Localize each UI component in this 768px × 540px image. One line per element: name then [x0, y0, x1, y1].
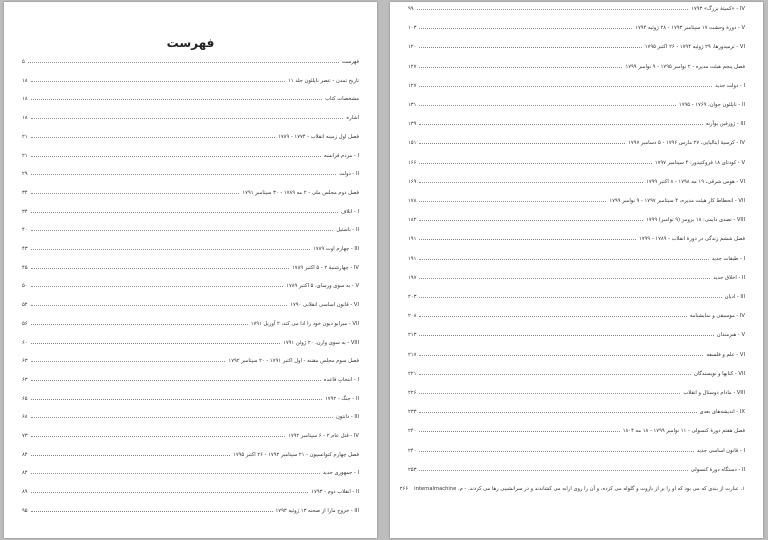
dot-leader — [419, 450, 694, 452]
toc-page-number: ۶۳ — [22, 358, 28, 365]
dot-leader — [419, 334, 713, 336]
dot-leader — [31, 379, 321, 381]
toc-entry-text: VIII - مادام دوستال و انقلاب — [683, 390, 745, 396]
toc-entry[interactable] — [408, 100, 745, 110]
toc-entry-text: II - اخلاق جدید — [713, 274, 745, 281]
toc-entry-text: فصل اول زمینه انقلاب - ۱۷۷۴ - ۱۷۸۹ — [278, 133, 359, 140]
toc-page-number: ۱۵۱ — [408, 140, 417, 147]
toc-entry[interactable] — [408, 292, 745, 302]
toc-page-number: ۱۳۹ — [408, 121, 417, 128]
toc-entry[interactable] — [22, 356, 359, 366]
toc-page-number: ۲۴۰ — [408, 447, 417, 454]
toc-entry[interactable] — [22, 338, 359, 348]
dot-leader — [419, 469, 687, 471]
dot-leader — [419, 66, 622, 68]
toc-entry[interactable] — [22, 151, 359, 161]
toc-entry-text: مشخصات کتاب — [325, 96, 359, 103]
dot-leader — [419, 123, 702, 125]
toc-entry-text: III - ژوزفین بوآرنه — [705, 121, 745, 128]
dot-leader — [31, 211, 338, 213]
dot-leader — [31, 229, 334, 231]
toc-page-number: ۸۴ — [22, 470, 28, 477]
toc-entry-text: III - خروج مارا از صحنه ۱۳ ژوئیه ۱۷۹۳ — [275, 507, 359, 514]
toc-entry-text: ۱. عبارت از بندی که می بود که او را بر از بازوت و گلوله می کرده، و آن را روی ارابه می کشاندند و در سرانشیبی رها می کردند. - م. internalmachine — [414, 486, 745, 492]
toc-entry[interactable] — [22, 281, 359, 291]
page-title: فهرست — [166, 36, 215, 50]
toc-entry[interactable] — [22, 319, 359, 329]
dot-leader — [31, 248, 310, 250]
toc-entry-text: I - قانون اساسی جدید — [696, 447, 745, 454]
toc-entry[interactable] — [408, 330, 745, 340]
toc-page-number: ۲۳۳ — [408, 409, 417, 416]
dot-leader — [419, 354, 703, 356]
dot-leader — [419, 181, 643, 183]
toc-page-number: ۱۳۱ — [408, 102, 417, 108]
toc-page-number: ۶۸ — [22, 414, 28, 421]
right-page — [390, 2, 763, 538]
toc-entry-text: فصل چهارم کنوانسیون - ۲۱ سپتامبر ۱۷۹۲ - ۲۶ اکتبر ۱۷۹۵ — [233, 451, 359, 458]
toc-entry[interactable] — [22, 487, 359, 497]
dot-leader — [28, 61, 339, 63]
toc-entry[interactable] — [22, 450, 359, 460]
toc-page-number: ۵۴ — [22, 302, 28, 309]
toc-entry[interactable] — [408, 158, 745, 168]
toc-entry-text: IX - اندیشه‌های بعدی — [699, 409, 745, 416]
dot-leader — [419, 411, 696, 413]
dot-leader — [31, 80, 285, 82]
toc-entry-text: VI - علم و فلسفه — [706, 351, 745, 358]
dot-leader — [31, 304, 288, 306]
toc-entry[interactable] — [22, 207, 359, 217]
toc-entry[interactable] — [408, 446, 745, 456]
toc-entry-text: II - باستیل — [336, 227, 359, 234]
toc-page-number: ۷۳ — [22, 433, 28, 439]
toc-entry[interactable] — [22, 94, 359, 104]
toc-entry[interactable] — [22, 412, 359, 422]
toc-entry[interactable] — [408, 350, 745, 360]
dot-leader — [31, 267, 289, 269]
toc-entry-text: تاریخ تمدن - عصر ناپلئون جلد ۱۱ — [288, 77, 359, 84]
toc-entry-text: III - چهارم اوت ۱۷۸۹ — [313, 246, 359, 252]
toc-entry[interactable] — [408, 119, 745, 129]
toc-entry-text: فهرست — [341, 59, 359, 65]
toc-page-number: ۱۷۸ — [408, 198, 417, 204]
dot-leader — [419, 238, 636, 240]
dot-leader — [419, 27, 632, 29]
toc-entry-text: II - ناپلئون جوان، ۱۷۶۹ - ۱۷۹۵ — [678, 102, 745, 108]
toc-page-number: ۲۴۰ — [408, 428, 417, 435]
toc-entry-text: فصل ششم زندگی در دورهٔ انقلاب - ۱۷۸۹ - ۱۷۹۹ — [638, 236, 745, 243]
toc-entry[interactable] — [22, 132, 359, 142]
toc-entry[interactable] — [408, 177, 745, 187]
dot-leader — [31, 323, 248, 325]
toc-entry-text: V - کودتای ۱۸ فروکتیدور، ۴ سپتامبر ۱۷۹۷ — [654, 159, 745, 166]
dot-leader — [31, 454, 230, 456]
dot-leader — [419, 258, 708, 260]
dot-leader — [419, 430, 619, 432]
toc-page-number: ۲۹ — [22, 171, 28, 178]
dot-leader — [419, 219, 643, 221]
toc-entry[interactable] — [22, 113, 359, 123]
toc-page-number: ۲۲۱ — [408, 370, 417, 377]
toc-page-number: ۶۳ — [22, 376, 28, 383]
dot-leader — [419, 104, 676, 106]
toc-page-number: ۸۴ — [22, 451, 28, 458]
toc-entry[interactable] — [408, 234, 745, 244]
toc-page-number: ۵۶ — [22, 320, 28, 327]
toc-page-number: ۱۸ — [22, 96, 28, 103]
toc-entry-text: IV - چهارشنبهٔ ۲ - ۵ اکتبر ۱۷۸۹ — [292, 264, 359, 271]
dot-leader — [31, 117, 344, 119]
toc-entry[interactable] — [408, 407, 745, 417]
dot-leader — [31, 192, 240, 194]
toc-entry[interactable] — [22, 431, 359, 441]
toc-entry[interactable] — [22, 169, 359, 179]
toc-entry[interactable] — [22, 468, 359, 478]
toc-entry[interactable] — [408, 23, 745, 33]
dot-leader — [31, 136, 276, 138]
toc-page-number: ۳۴ — [22, 189, 28, 196]
toc-page-number: ۲۶۶ — [399, 486, 409, 492]
toc-entry[interactable] — [22, 300, 359, 310]
toc-entry-text: I - انتخابِ قاعده — [323, 376, 359, 383]
toc-entry-text: I - اتلاف — [340, 208, 359, 215]
dot-leader — [31, 342, 280, 344]
toc-entry-text: فصل دوم مجلس ملی - ۲ مه ۱۷۸۹ - ۳۰ سپتامبر ۱۷۹۱ — [242, 189, 359, 196]
toc-entry[interactable] — [22, 394, 359, 404]
dot-leader — [419, 142, 625, 144]
toc-entry[interactable] — [22, 506, 359, 516]
toc-entry[interactable] — [408, 254, 745, 264]
toc-page-number: ۴۳ — [22, 246, 28, 252]
dot-leader — [419, 200, 606, 202]
toc-page-number: ۱۲۷ — [408, 82, 417, 89]
toc-entry-text: V - دورهٔ وحشت ۱۷ سپتامبر ۱۷۹۳ - ۲۸ ژوئیه ۱۷۹۴ — [635, 25, 745, 32]
dot-leader — [31, 510, 273, 512]
toc-entry[interactable] — [408, 62, 745, 72]
toc-page-number: ۹۹ — [408, 6, 414, 12]
toc-entry-text: فصل پنجم هیئت مدیره - ۲ نوامبر ۱۷۹۵ - ۹ نوامبر ۱۷۹۹ — [625, 63, 745, 70]
toc-entry-text: I - مردم فرانسه — [323, 152, 359, 159]
dot-leader — [419, 162, 651, 164]
toc-entry-text: III - ادیان — [724, 294, 745, 300]
toc-page-number: ۱۲۷ — [408, 63, 417, 70]
toc-page-number: ۲۵۳ — [408, 466, 417, 473]
toc-entry-text: IV - موسیقی و نمایشنامه — [689, 313, 745, 320]
toc-page-number: ۱۹۱ — [408, 255, 417, 262]
dot-leader — [31, 173, 337, 175]
toc-page-number: ۱۲۰ — [408, 44, 417, 51]
toc-entry-text: VI - ترمیدورها، ۲۹ ژوئیه ۱۷۹۴ - ۲۶ اکتبر ۱۷۹۵ — [644, 44, 745, 51]
toc-entry-text: V - به سوی ورسای، ۵ اکتبر ۱۷۸۹ — [286, 283, 359, 290]
toc-page-number: ۱۰۳ — [408, 25, 417, 32]
dot-leader — [31, 360, 226, 362]
toc-entry-text: VII - کتابها و نویسندگان — [694, 370, 745, 377]
toc-entry-text: IV - «کمیتهٔ بزرگ» ۱۷۹۳ — [691, 6, 745, 12]
toc-entry-text: IV - قتل عام ۲ - ۶ سپتامبر ۱۷۹۲ — [288, 433, 359, 439]
toc-entry-text: II - انقلاب دوم - ۱۷۹۳ — [311, 489, 359, 496]
toc-entry-text: VI - هوس شرقی، ۱۹ مه ۱۷۹۸ - ۸ اکتبر ۱۷۹۹ — [646, 178, 745, 185]
toc-page-number: ۱۶۹ — [408, 178, 417, 185]
toc-entry-text: V - هنرمندان — [716, 332, 745, 339]
toc-list-right — [390, 2, 763, 538]
toc-page-number: ۲۱ — [22, 152, 28, 159]
toc-page-number: ۴۰ — [22, 227, 28, 234]
toc-entry-text: VII - انحطاط کار هیئت مدیره، ۴ سپتامبر ۱۷۹۷ - ۹ نوامبر ۱۷۹۹ — [609, 198, 745, 204]
dot-leader — [419, 296, 721, 298]
toc-entry[interactable] — [22, 188, 359, 198]
toc-entry[interactable] — [22, 76, 359, 86]
toc-entry[interactable] — [22, 57, 359, 67]
toc-entry[interactable] — [399, 484, 745, 494]
toc-page-number: ۲۰۳ — [408, 294, 417, 300]
toc-page-number: ۱۸۲ — [408, 217, 417, 224]
toc-entry-text: I - دولت جدید — [715, 82, 745, 89]
toc-page-number: ۲۱۷ — [408, 351, 417, 358]
toc-page-number: ۱۹۱ — [408, 236, 417, 243]
toc-entry-text: VI - قانون اساسی انقلابی ۱۷۹۰ — [290, 302, 359, 309]
toc-entry-text: اشاره — [346, 115, 359, 122]
toc-list-left — [4, 2, 377, 538]
dot-leader — [31, 155, 321, 157]
toc-entry[interactable] — [408, 426, 745, 436]
toc-page-number: ۲۲۶ — [408, 390, 417, 396]
toc-entry-text: VIII - تصدی دایمی: ۱۸ برومر (۹ نوامبر) ۱۷۹۹ — [645, 217, 745, 224]
toc-entry-text: فصل سوم مجلس مقننه - اول اکتبر ۱۷۹۱ - ۲۰ سپتامبر ۱۷۹۲ — [228, 358, 359, 365]
toc-page-number: ۴۵ — [22, 264, 28, 271]
toc-entry[interactable] — [408, 42, 745, 52]
toc-entry-text: VIII - به سوی وارن، ۲۰ ژوئن ۱۷۹۱ — [283, 339, 359, 346]
dot-leader — [31, 285, 284, 287]
toc-entry[interactable] — [408, 81, 745, 91]
dot-leader — [31, 491, 309, 493]
toc-entry[interactable] — [408, 4, 745, 14]
toc-entry[interactable] — [408, 273, 745, 283]
toc-page-number: ۹۵ — [22, 507, 28, 514]
toc-page-number: ۶۰ — [22, 339, 28, 346]
dot-leader — [419, 277, 710, 279]
left-page — [4, 2, 377, 538]
dot-leader — [31, 398, 322, 400]
dot-leader — [419, 85, 712, 87]
toc-page-number: ۶۵ — [22, 395, 28, 402]
toc-page-number: ۲۱۳ — [408, 332, 417, 339]
toc-entry-text: III - دانتون — [335, 414, 359, 421]
dot-leader — [419, 46, 641, 48]
dot-leader — [31, 472, 320, 474]
toc-page-number: ۵ — [22, 59, 25, 65]
dot-leader — [419, 392, 680, 394]
toc-page-number: ۱۸ — [22, 77, 28, 84]
toc-entry[interactable] — [408, 465, 745, 475]
toc-page-number: ۱۹۷ — [408, 274, 417, 281]
toc-entry-text: IV - کرسیهٔ ایتالیایی، ۲۷ مارس ۱۷۹۶ - ۵ دسامبر ۱۷۹۷ — [628, 140, 745, 147]
toc-entry-text: I - جمهوری جدید — [322, 470, 359, 477]
dot-leader — [419, 315, 686, 317]
dot-leader — [417, 8, 689, 10]
toc-entry-text: II - دستگاه دورهٔ کنسولی — [690, 466, 745, 473]
toc-entry[interactable] — [22, 375, 359, 385]
toc-page-number: ۳۴ — [22, 208, 28, 215]
toc-entry-text: فصل هفتم دورهٔ کنسولی - ۱۱ نوامبر ۱۷۹۹ - ۱۸ مه ۱۸۰۴ — [622, 428, 745, 435]
toc-page-number: ۵۰ — [22, 283, 28, 290]
dot-leader — [419, 373, 691, 375]
toc-page-number: ۲۰۸ — [408, 313, 417, 320]
toc-entry[interactable] — [22, 244, 359, 254]
dot-leader — [31, 435, 286, 437]
toc-page-number: ۱۶۶ — [408, 159, 417, 166]
dot-leader — [31, 98, 323, 100]
toc-entry-text: II - دولت — [339, 171, 359, 178]
toc-page-number: ۸۹ — [22, 489, 28, 496]
toc-entry[interactable] — [22, 225, 359, 235]
toc-entry[interactable] — [408, 138, 745, 148]
toc-page-number: ۱۸ — [22, 115, 28, 122]
toc-entry[interactable] — [408, 196, 745, 206]
toc-entry-text: VII - میرابو دیون خود را ادا می کند، ۲ آوریل ۱۷۹۱ — [250, 320, 359, 327]
toc-page-number: ۲۱ — [22, 133, 28, 140]
toc-entry[interactable] — [408, 369, 745, 379]
toc-entry-text: I - طبقات جدید — [711, 255, 745, 262]
dot-leader — [31, 416, 333, 418]
toc-entry[interactable] — [408, 388, 745, 398]
toc-entry-text: II - جنگ - ۱۷۹۲ — [325, 395, 359, 402]
toc-entry[interactable] — [408, 311, 745, 321]
toc-entry[interactable] — [22, 263, 359, 273]
toc-entry[interactable] — [408, 215, 745, 225]
